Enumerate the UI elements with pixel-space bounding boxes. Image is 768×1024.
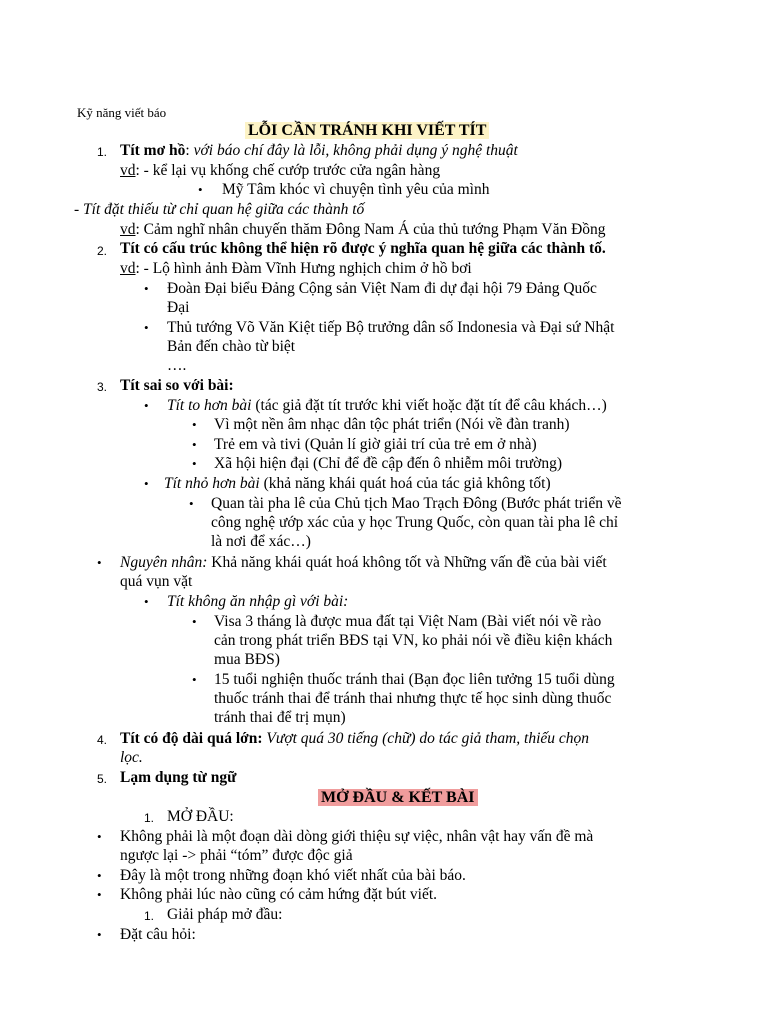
subnote-line: - Tít đặt thiếu từ chỉ quan hệ giữa các thành tố	[74, 201, 365, 218]
item3-sub1: Tít to hơn bài (tác giả đặt tít trước khi viết hoặc đặt tít để câu khách…)	[167, 397, 607, 414]
item1-example: vd: - kể lại vụ khống chế cướp trước cửa ngân hàng	[120, 162, 441, 179]
bullet-icon: •	[144, 476, 149, 491]
cause-sub: Tít không ăn nhập gì với bài:	[167, 593, 349, 610]
bullet-icon: •	[198, 182, 203, 197]
item5-line: Lạm dụng từ ngữ	[120, 769, 237, 786]
list-number: 5.	[97, 772, 108, 786]
cause-b1-cont: cản trong phát triển BĐS tại VN, ko phải nói về điều kiện khách	[214, 632, 613, 649]
list-number: 1.	[144, 909, 155, 923]
item3-sub2: Tít nhỏ hơn bài (khả năng khái quát hoá của tác giả không tốt)	[164, 475, 551, 492]
bullet-icon: •	[97, 887, 102, 902]
item4-line-cont: lọc.	[120, 749, 143, 766]
bullet-icon: •	[97, 927, 102, 942]
cause-b2-cont2: tránh thai để trị mụn)	[214, 709, 346, 726]
item2-ellipsis: ….	[167, 357, 187, 374]
intro-b3: Không phải lúc nào cũng có cảm hứng đặt bút viết.	[120, 886, 438, 903]
cause-line-cont: quá vụn vặt	[120, 573, 193, 590]
list-number: 2.	[97, 244, 108, 258]
item4-line: Tít có độ dài quá lớn: Vượt quá 30 tiếng (chữ) do tác giả tham, thiếu chọn	[120, 730, 590, 747]
list-number: 1.	[97, 145, 108, 159]
bullet-icon: •	[192, 456, 197, 471]
item2-bullet2-cont: Bản đến chào từ biệt	[167, 338, 296, 355]
bullet-icon: •	[192, 614, 197, 629]
intro-b1-cont: ngược lại -> phải “tóm” được độc giả	[120, 847, 353, 864]
item2-bullet2: Thủ tướng Võ Văn Kiệt tiếp Bộ trưởng dân số Indonesia và Đại sứ Nhật	[167, 319, 615, 336]
list-number: 1.	[144, 811, 155, 825]
list-number: 3.	[97, 380, 108, 394]
bullet-icon: •	[144, 398, 149, 413]
intro-heading: MỞ ĐẦU:	[167, 808, 234, 825]
item2-bullet1: Đoàn Đại biểu Đảng Cộng sản Việt Nam đi dự đại hội 79 Đảng Quốc	[167, 280, 597, 297]
item3-sub1-b1: Vì một nền âm nhạc dân tộc phát triển (Nói về đàn tranh)	[214, 416, 570, 433]
item2-bullet1-cont: Đại	[167, 299, 190, 316]
cause-b2-cont: thuốc tránh thai để tránh thai nhưng thực tế học sinh dùng thuốc	[214, 690, 612, 707]
cause-b1: Visa 3 tháng là được mua đất tại Việt Nam (Bài viết nói về rào	[214, 613, 602, 630]
cause-line: Nguyên nhân: Khả năng khái quát hoá không tốt và Những vấn đề của bài viết	[120, 554, 607, 571]
bullet-icon: •	[97, 829, 102, 844]
bullet-icon: •	[97, 868, 102, 883]
bullet-icon: •	[144, 594, 149, 609]
item3-sub1-b3: Xã hội hiện đại (Chỉ để đề cập đến ô nhiễm môi trường)	[214, 455, 563, 472]
section-title-errors: LỖI CẦN TRÁNH KHI VIẾT TÍT	[245, 121, 489, 141]
subnote-example: vd: Cảm nghĩ nhân chuyến thăm Đông Nam Á của thủ tướng Phạm Văn Đồng	[120, 221, 606, 238]
bullet-icon: •	[189, 496, 194, 511]
bullet-icon: •	[97, 555, 102, 570]
item1-bullet: Mỹ Tâm khóc vì chuyện tình yêu của mình	[222, 181, 490, 198]
bullet-icon: •	[144, 320, 149, 335]
bullet-icon: •	[192, 672, 197, 687]
item3-sub2-b1-cont: công nghệ ướp xác của y học Trung Quốc, còn quan tài pha lê chỉ	[211, 514, 619, 531]
section-title-intro-conclusion: MỞ ĐẦU & KẾT BÀI	[318, 788, 478, 808]
item2-line: Tít có cấu trúc không thể hiện rõ được ý nghĩa quan hệ giữa các thành tố.	[120, 240, 606, 257]
item3-sub2-b1-cont2: là nơi để xác…)	[211, 533, 311, 550]
cause-b2: 15 tuổi nghiện thuốc tránh thai (Bạn đọc liên tưởng 15 tuổi dùng	[214, 671, 615, 688]
item2-example: vd: - Lộ hình ảnh Đàm Vĩnh Hưng nghịch chim ở hồ bơi	[120, 260, 472, 277]
intro-b4: Đặt câu hỏi:	[120, 926, 196, 943]
bullet-icon: •	[192, 437, 197, 452]
intro-b2: Đây là một trong những đoạn khó viết nhất của bài báo.	[120, 867, 466, 884]
item1-line: Tít mơ hồ: với báo chí đây là lỗi, không phải dụng ý nghệ thuật	[120, 142, 518, 159]
item3-line: Tít sai so với bài:	[120, 377, 234, 394]
header-text: Kỹ năng viết báo	[77, 105, 167, 120]
solution-heading: Giải pháp mở đầu:	[167, 906, 283, 923]
list-number: 4.	[97, 733, 108, 747]
bullet-icon: •	[144, 281, 149, 296]
bullet-icon: •	[192, 417, 197, 432]
intro-b1: Không phải là một đoạn dài dòng giới thiệu sự việc, nhân vật hay vấn đề mà	[120, 828, 594, 845]
cause-b1-cont2: mua BĐS)	[214, 651, 280, 668]
item3-sub1-b2: Trẻ em và tivi (Quản lí giờ giải trí của trẻ em ở nhà)	[214, 436, 537, 453]
item3-sub2-b1: Quan tài pha lê của Chủ tịch Mao Trạch Đông (Bước phát triển về	[211, 495, 622, 512]
